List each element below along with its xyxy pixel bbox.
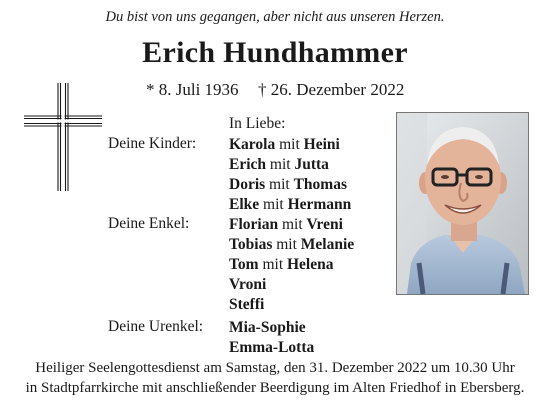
list-item: Vroni: [229, 276, 267, 293]
list-item: Florian mit Vreni: [229, 216, 343, 233]
greatgrandchildren-label: Deine Urenkel:: [108, 318, 204, 335]
list-item: Emma-Lotta: [229, 339, 315, 356]
intro-text: In Liebe:: [229, 115, 286, 132]
motto: Du bist von uns gegangen, aber nicht aus unseren Herzen.: [105, 9, 445, 25]
list-item: Tobias mit Melanie: [229, 236, 355, 253]
grandchildren-label: Deine Enkel:: [108, 215, 190, 232]
portrait-photo: [396, 112, 529, 295]
greatgrandchildren-list: [229, 318, 314, 358]
children-list: [229, 135, 351, 215]
list-item: Tom mit Helena: [229, 256, 334, 273]
service-info-line-2: in Stadtpfarrkirche mit anschließender Beerdigung im Alten Friedhof in Ebersberg.: [25, 380, 525, 396]
deceased-name: Erich Hundhammer: [142, 36, 408, 69]
grandchildren-list: [229, 215, 354, 315]
list-item: Steffi: [229, 296, 265, 313]
list-item: Mia-Sophie: [229, 319, 306, 336]
list-item: Elke mit Hermann: [229, 196, 352, 213]
list-item: Erich mit Jutta: [229, 156, 329, 173]
birth-date: * 8. Juli 1936: [146, 80, 239, 99]
list-item: Karola mit Heini: [229, 136, 340, 153]
service-info-line-1: Heiliger Seelengottesdienst am Samstag, den 31. Dezember 2022 um 10.30 Uhr: [35, 360, 515, 376]
list-item: Doris mit Thomas: [229, 176, 347, 193]
portrait-image: [397, 113, 528, 294]
children-label: Deine Kinder:: [108, 135, 197, 152]
death-date: † 26. Dezember 2022: [258, 80, 405, 99]
cross-icon: [22, 81, 104, 193]
